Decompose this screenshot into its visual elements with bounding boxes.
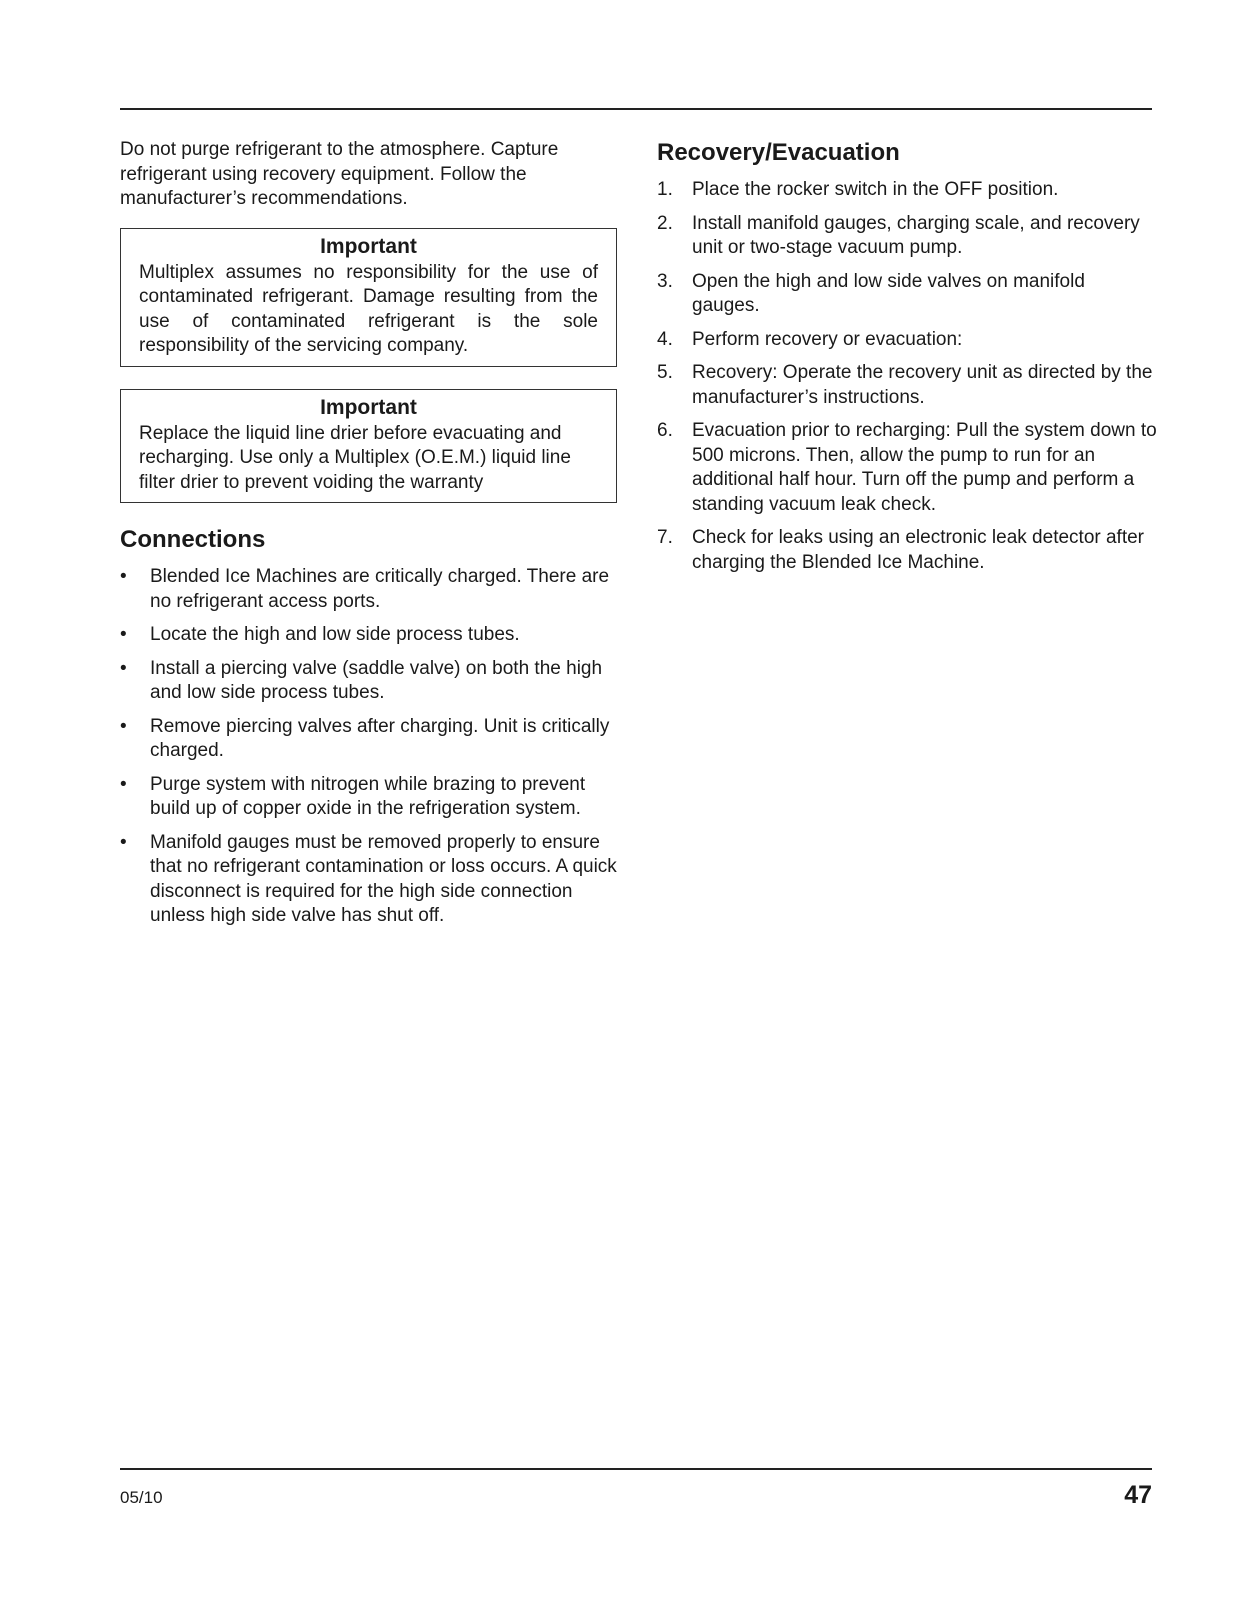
list-item <box>120 623 617 648</box>
step-number: 3. <box>657 270 673 292</box>
bullet-icon: • <box>120 831 127 853</box>
list-item <box>657 419 1157 517</box>
list-item-text: Purge system with nitrogen while brazing to prevent build up of copper oxide in the refrigeration system. <box>150 773 586 819</box>
step-text: Open the high and low side valves on manifold gauges. <box>692 270 1085 316</box>
step-number: 7. <box>657 527 673 548</box>
bullet-icon: • <box>120 773 127 795</box>
list-item <box>657 178 1157 203</box>
list-item <box>657 526 1157 575</box>
bullet-icon: • <box>120 657 127 679</box>
step-number: 2. <box>657 212 673 234</box>
list-item-text: Blended Ice Machines are critically charged. There are no refrigerant access ports. <box>150 566 610 612</box>
notice-title: Important <box>320 234 417 258</box>
notice-body: Multiplex assumes no responsibility for the use of contaminated refrigerant. Damage resulting from the use of contaminated refrigerant is the sole responsibility of the servicing company. <box>139 261 598 356</box>
intro-paragraph: Do not purge refrigerant to the atmosphere. Capture refrigerant using recovery equipment. Follow the manufacturer’s recommendations. <box>120 139 559 209</box>
list-item-text: Remove piercing valves after charging. Unit is critically charged. <box>150 715 610 761</box>
step-text: Perform recovery or evacuation: <box>692 328 963 350</box>
list-item-text: Locate the high and low side process tubes. <box>150 624 520 645</box>
list-item <box>120 715 617 764</box>
bullet-icon: • <box>120 715 127 737</box>
list-item-text: Manifold gauges must be removed properly to ensure that no refrigerant contamination or loss occurs. A quick disconnect is required for the high side connection unless high side valve has shut off. <box>150 831 617 926</box>
list-item <box>120 657 617 706</box>
step-text: Recovery: Operate the recovery unit as directed by the manufacturer’s instructions. <box>692 362 1153 408</box>
recovery-steps-list <box>657 178 1157 575</box>
step-number: 1. <box>657 179 673 200</box>
step-text: Check for leaks using an electronic leak detector after charging the Blended Ice Machine. <box>692 527 1145 573</box>
page-number: 47 <box>1124 1481 1152 1509</box>
list-item <box>657 212 1157 261</box>
list-item <box>120 773 617 822</box>
notice-body: Replace the liquid line drier before evacuating and recharging. Use only a Multiplex (O.E.M.) liquid line filter drier to prevent voiding the warranty <box>139 422 571 493</box>
step-number: 4. <box>657 328 673 350</box>
bullet-icon: • <box>120 624 127 645</box>
important-notice-drier <box>120 389 617 504</box>
footer-date: 05/10 <box>120 1488 163 1507</box>
step-number: 5. <box>657 362 673 383</box>
list-item <box>657 270 1157 319</box>
recovery-evacuation-heading: Recovery/Evacuation <box>657 139 900 166</box>
left-column <box>120 138 617 938</box>
list-item <box>120 831 617 929</box>
notice-title: Important <box>320 395 417 419</box>
list-item-text: Install a piercing valve (saddle valve) on both the high and low side process tubes. <box>150 657 603 703</box>
step-text: Evacuation prior to recharging: Pull the system down to 500 microns. Then, allow the pump to run for an additional half hour. Turn off the pump and perform a standing vacuum leak check. <box>692 420 1157 515</box>
step-text: Install manifold gauges, charging scale, and recovery unit or two-stage vacuum pump. <box>692 212 1140 258</box>
step-number: 6. <box>657 420 673 441</box>
list-item <box>120 565 617 614</box>
connections-heading: Connections <box>120 526 266 553</box>
list-item <box>657 328 1157 353</box>
footer-rule <box>120 1468 1152 1470</box>
list-item <box>657 361 1157 410</box>
right-column <box>657 138 1157 584</box>
step-text: Place the rocker switch in the OFF position. <box>692 179 1059 200</box>
header-rule <box>120 108 1152 110</box>
bullet-icon: • <box>120 566 127 587</box>
connections-list <box>120 565 617 929</box>
important-notice-contamination <box>120 228 617 367</box>
